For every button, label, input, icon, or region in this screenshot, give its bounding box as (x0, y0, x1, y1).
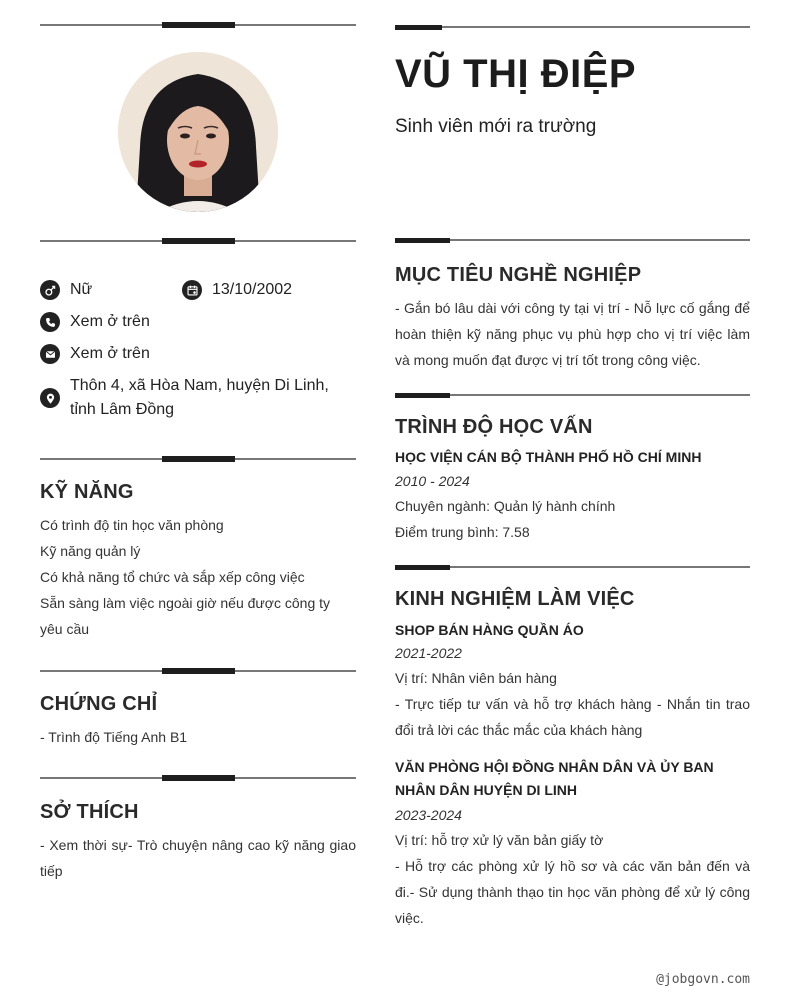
watermark-text: @jobgovn.com (656, 972, 750, 987)
certificates-text: - Trình độ Tiếng Anh B1 (40, 729, 188, 745)
divider (40, 775, 356, 781)
education-major: Chuyên ngành: Quản lý hành chính (395, 498, 616, 514)
job-position: Vị trí: hỗ trợ xử lý văn bản giấy tờ (395, 832, 604, 848)
phone-value: Xem ở trên (70, 313, 150, 330)
divider (40, 238, 356, 244)
candidate-name: VŨ THỊ ĐIỆP (395, 52, 637, 96)
experience-title: KINH NGHIỆM LÀM VIỆC (395, 588, 635, 610)
divider (395, 565, 750, 570)
phone-icon (40, 312, 60, 332)
education-period: 2010 - 2024 (395, 473, 470, 489)
job-description: - Hỗ trợ các phòng xử lý hồ sơ và các văn bản đến và đi.- Sử dụng thành thạo tin học văn phòng để xử lý công việc. (395, 858, 750, 926)
job-position: Vị trí: Nhân viên bán hàng (395, 670, 557, 686)
divider (395, 238, 750, 243)
job-company: VĂN PHÒNG HỘI ĐỒNG NHÂN DÂN VÀ ỦY BAN NHÂN DÂN HUYỆN DI LINH (395, 759, 714, 798)
calendar-icon (182, 280, 202, 300)
skill-item: Có khả năng tổ chức và sắp xếp công việc (40, 569, 305, 585)
objective-text: - Gắn bó lâu dài với công ty tại vị trí - Nỗ lực cố gắng để hoàn thiện kỹ năng phục vụ phù hợp cho vị trí việc làm và mong muốn đạt được vị trí tốt trong công việc. (395, 300, 750, 368)
skill-item: Có trình độ tin học văn phòng (40, 517, 224, 533)
location-icon (40, 388, 60, 408)
divider (40, 668, 356, 674)
divider (395, 393, 750, 398)
divider (395, 25, 750, 30)
avatar (118, 52, 278, 212)
profile-photo (118, 52, 278, 212)
skills-list (40, 512, 356, 642)
skill-item: Kỹ năng quản lý (40, 543, 141, 559)
divider (40, 22, 356, 28)
candidate-role: Sinh viên mới ra trường (395, 116, 597, 137)
skills-title: KỸ NĂNG (40, 481, 134, 503)
email-value: Xem ở trên (70, 345, 150, 362)
gender-value: Nữ (70, 281, 93, 298)
job-period: 2021-2022 (395, 645, 462, 661)
divider (40, 456, 356, 462)
certificates-title: CHỨNG CHỈ (40, 693, 158, 715)
job-company: SHOP BÁN HÀNG QUẦN ÁO (395, 622, 584, 638)
email-icon (40, 344, 60, 364)
education-gpa: Điểm trung bình: 7.58 (395, 524, 530, 540)
skill-item: Sẵn sàng làm việc ngoài giờ nếu được công ty yêu cầu (40, 595, 331, 637)
objective-title: MỤC TIÊU NGHỀ NGHIỆP (395, 264, 642, 286)
job-period: 2023-2024 (395, 807, 462, 823)
gender-icon (40, 280, 60, 300)
education-school: HỌC VIỆN CÁN BỘ THÀNH PHỐ HỒ CHÍ MINH (395, 449, 702, 465)
hobbies-text: - Xem thời sự- Trò chuyện nâng cao kỹ năng giao tiếp (40, 837, 356, 879)
hobbies-title: SỞ THÍCH (40, 801, 139, 823)
job-description: - Trực tiếp tư vấn và hỗ trợ khách hàng - Nhắn tin trao đổi trả lời các thắc mắc của khách hàng (395, 696, 750, 738)
birthdate-value: 13/10/2002 (212, 281, 293, 298)
address-value: Thôn 4, xã Hòa Nam, huyện Di Linh, tỉnh Lâm Đồng (70, 377, 329, 418)
education-title: TRÌNH ĐỘ HỌC VẤN (395, 416, 593, 438)
